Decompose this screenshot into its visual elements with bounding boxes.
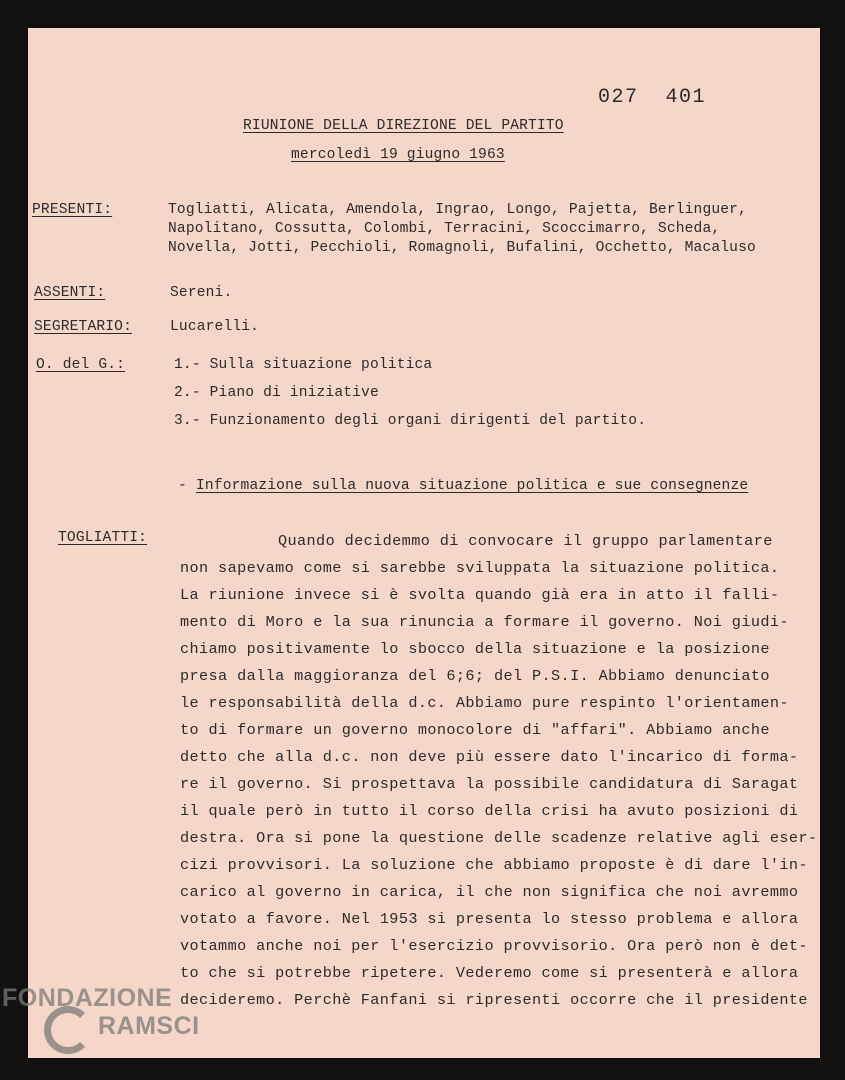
body-line: La riunione invece si è svolta quando già era in atto il falli- <box>180 586 780 604</box>
assenti-label: ASSENTI: <box>34 285 106 301</box>
presenti-line: Napolitano, Cossutta, Colombi, Terracini, Scoccimarro, Scheda, <box>168 221 721 237</box>
assenti-value: Sereni. <box>170 285 233 301</box>
presenti-line: Novella, Jotti, Pecchioli, Romagnoli, Bufalini, Occhetto, Macaluso <box>168 240 756 256</box>
speaker-label: TOGLIATTI: <box>58 530 148 546</box>
body-line: votammo anche noi per l'esercizio provvisorio. Ora però non è det- <box>180 937 808 955</box>
g-circle-icon <box>44 1006 92 1054</box>
body-line: re il governo. Si prospettava la possibile candidatura di Saragat <box>180 775 799 793</box>
body-line: destra. Ora si pone la questione delle scadenze relative agli eser- <box>180 829 818 847</box>
odg-label: O. del G.: <box>36 357 126 373</box>
section-heading: Informazione sulla nuova situazione politica e sue consegnenze <box>196 478 749 494</box>
segretario-label: SEGRETARIO: <box>34 319 132 335</box>
body-line: mento di Moro e la sua rinuncia a formare il governo. Noi giudi- <box>180 613 789 631</box>
body-line: non sapevamo come si sarebbe sviluppata la situazione politica. <box>180 559 780 577</box>
body-line: chiamo positivamente lo sbocco della situazione e la posizione <box>180 640 770 658</box>
body-line: cizi provvisori. La soluzione che abbiamo proposte è di dare l'in- <box>180 856 808 874</box>
body-line: le responsabilità della d.c. Abbiamo pure respinto l'orientamen- <box>180 694 789 712</box>
odg-item: 1.- Sulla situazione politica <box>174 357 433 373</box>
segretario-value: Lucarelli. <box>170 319 260 335</box>
fondazione-gramsci-watermark <box>0 978 230 1078</box>
odg-item: 3.- Funzionamento degli organi dirigenti del partito. <box>174 413 647 429</box>
section-dash: - <box>178 478 187 494</box>
body-line: to di formare un governo monocolore di "affari". Abbiamo anche <box>180 721 770 739</box>
document-title: RIUNIONE DELLA DIREZIONE DEL PARTITO <box>243 118 564 134</box>
body-line: il quale però in tutto il corso della crisi ha avuto posizioni di <box>180 802 799 820</box>
watermark-line1: FONDAZIONE <box>2 984 173 1012</box>
document-page <box>28 28 820 1058</box>
body-line: carico al governo in carica, il che non significa che noi avremmo <box>180 883 799 901</box>
presenti-label: PRESENTI: <box>32 202 113 218</box>
presenti-line: Togliatti, Alicata, Amendola, Ingrao, Longo, Pajetta, Berlinguer, <box>168 202 747 218</box>
body-line: detto che alla d.c. non deve più essere dato l'incarico di forma- <box>180 748 799 766</box>
body-line: to che si potrebbe ripetere. Vederemo come si presenterà e allora <box>180 964 799 982</box>
body-line: decideremo. Perchè Fanfani si ripresenti occorre che il presidente <box>180 991 808 1009</box>
body-line: presa dalla maggioranza del 6;6; del P.S.I. Abbiamo denunciato <box>180 667 770 685</box>
document-date: mercoledì 19 giugno 1963 <box>291 147 505 163</box>
watermark-line2: RAMSCI <box>98 1012 200 1040</box>
odg-item: 2.- Piano di iniziative <box>174 385 379 401</box>
body-line: Quando decidemmo di convocare il gruppo parlamentare <box>278 532 773 550</box>
body-line: votato a favore. Nel 1953 si presenta lo stesso problema e allora <box>180 910 799 928</box>
document-number: 027 401 <box>598 86 707 109</box>
